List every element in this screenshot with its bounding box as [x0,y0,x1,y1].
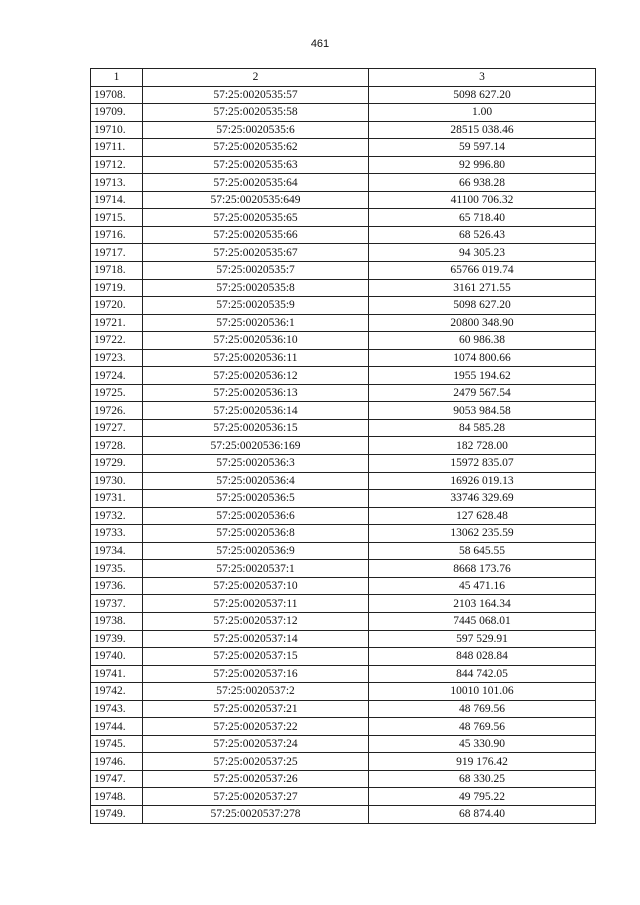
row-number-cell: 19727. [91,419,143,437]
row-number-cell: 19734. [91,542,143,560]
table-body [91,86,596,823]
row-number-cell: 19744. [91,718,143,736]
cadastral-value-cell: 5098 627.20 [369,86,596,104]
row-number-cell: 19712. [91,156,143,174]
cadastral-value-cell: 919 176.42 [369,753,596,771]
column-header-2: 2 [143,69,369,87]
cadastral-number-cell: 57:25:0020537:27 [143,788,369,806]
row-number-cell: 19715. [91,209,143,227]
cadastral-value-cell: 48 769.56 [369,700,596,718]
cadastral-value-cell: 5098 627.20 [369,297,596,315]
table-row [91,788,596,806]
table-row [91,612,596,630]
cadastral-value-cell: 844 742.05 [369,665,596,683]
table-row [91,770,596,788]
table-row [91,648,596,666]
table-row [91,525,596,543]
cadastral-number-cell: 57:25:0020536:11 [143,349,369,367]
cadastral-value-cell: 7445 068.01 [369,612,596,630]
cadastral-value-cell: 94 305.23 [369,244,596,262]
cadastral-number-cell: 57:25:0020535:64 [143,174,369,192]
cadastral-value-cell: 59 597.14 [369,139,596,157]
cadastral-number-cell: 57:25:0020537:26 [143,770,369,788]
row-number-cell: 19719. [91,279,143,297]
column-header-3: 3 [369,69,596,87]
row-number-cell: 19747. [91,770,143,788]
table-row [91,104,596,122]
table-row [91,174,596,192]
row-number-cell: 19725. [91,384,143,402]
cadastral-number-cell: 57:25:0020536:1 [143,314,369,332]
cadastral-value-cell: 49 795.22 [369,788,596,806]
cadastral-value-table [90,68,596,824]
row-number-cell: 19738. [91,612,143,630]
row-number-cell: 19741. [91,665,143,683]
cadastral-value-cell: 9053 984.58 [369,402,596,420]
row-number-cell: 19726. [91,402,143,420]
table-header-row [91,69,596,87]
cadastral-number-cell: 57:25:0020537:12 [143,612,369,630]
cadastral-number-cell: 57:25:0020537:16 [143,665,369,683]
table-row [91,700,596,718]
row-number-cell: 19733. [91,525,143,543]
table-row [91,332,596,350]
row-number-cell: 19731. [91,490,143,508]
table-row [91,665,596,683]
cadastral-number-cell: 57:25:0020535:62 [143,139,369,157]
table-row [91,735,596,753]
cadastral-number-cell: 57:25:0020536:8 [143,525,369,543]
table-row [91,402,596,420]
table-row [91,455,596,473]
cadastral-value-cell: 60 986.38 [369,332,596,350]
table-row [91,262,596,280]
cadastral-number-cell: 57:25:0020536:4 [143,472,369,490]
cadastral-number-cell: 57:25:0020536:14 [143,402,369,420]
row-number-cell: 19749. [91,805,143,823]
table-row [91,226,596,244]
cadastral-number-cell: 57:25:0020535:58 [143,104,369,122]
cadastral-number-cell: 57:25:0020536:9 [143,542,369,560]
cadastral-number-cell: 57:25:0020535:649 [143,191,369,209]
table-row [91,437,596,455]
table-row [91,191,596,209]
cadastral-value-cell: 58 645.55 [369,542,596,560]
table-row [91,121,596,139]
cadastral-number-cell: 57:25:0020537:10 [143,577,369,595]
table-row [91,753,596,771]
row-number-cell: 19710. [91,121,143,139]
cadastral-value-cell: 33746 329.69 [369,490,596,508]
cadastral-number-cell: 57:25:0020537:15 [143,648,369,666]
table-row [91,507,596,525]
cadastral-value-cell: 45 471.16 [369,577,596,595]
cadastral-number-cell: 57:25:0020536:169 [143,437,369,455]
table-row [91,384,596,402]
cadastral-value-cell: 16926 019.13 [369,472,596,490]
row-number-cell: 19714. [91,191,143,209]
row-number-cell: 19723. [91,349,143,367]
cadastral-value-cell: 848 028.84 [369,648,596,666]
table-row [91,419,596,437]
cadastral-value-cell: 48 769.56 [369,718,596,736]
cadastral-value-cell: 597 529.91 [369,630,596,648]
row-number-cell: 19743. [91,700,143,718]
table-row [91,209,596,227]
cadastral-number-cell: 57:25:0020536:6 [143,507,369,525]
cadastral-value-cell: 1074 800.66 [369,349,596,367]
row-number-cell: 19742. [91,683,143,701]
row-number-cell: 19720. [91,297,143,315]
row-number-cell: 19716. [91,226,143,244]
row-number-cell: 19729. [91,455,143,473]
cadastral-number-cell: 57:25:0020537:25 [143,753,369,771]
cadastral-value-cell: 68 330.25 [369,770,596,788]
cadastral-value-cell: 20800 348.90 [369,314,596,332]
row-number-cell: 19713. [91,174,143,192]
row-number-cell: 19732. [91,507,143,525]
table-row [91,805,596,823]
table-row [91,472,596,490]
cadastral-value-cell: 13062 235.59 [369,525,596,543]
cadastral-number-cell: 57:25:0020535:8 [143,279,369,297]
cadastral-value-cell: 15972 835.07 [369,455,596,473]
row-number-cell: 19711. [91,139,143,157]
cadastral-number-cell: 57:25:0020536:5 [143,490,369,508]
row-number-cell: 19718. [91,262,143,280]
cadastral-value-cell: 92 996.80 [369,156,596,174]
table-row [91,542,596,560]
table-row [91,595,596,613]
row-number-cell: 19737. [91,595,143,613]
cadastral-number-cell: 57:25:0020537:2 [143,683,369,701]
cadastral-number-cell: 57:25:0020536:13 [143,384,369,402]
cadastral-number-cell: 57:25:0020537:14 [143,630,369,648]
table-row [91,683,596,701]
table-row [91,718,596,736]
cadastral-value-cell: 1955 194.62 [369,367,596,385]
cadastral-number-cell: 57:25:0020537:24 [143,735,369,753]
table-row [91,314,596,332]
cadastral-number-cell: 57:25:0020535:67 [143,244,369,262]
cadastral-value-cell: 45 330.90 [369,735,596,753]
table-row [91,630,596,648]
page-number: 461 [310,38,330,50]
cadastral-number-cell: 57:25:0020535:57 [143,86,369,104]
cadastral-number-cell: 57:25:0020535:65 [143,209,369,227]
cadastral-number-cell: 57:25:0020535:66 [143,226,369,244]
cadastral-value-cell: 2103 164.34 [369,595,596,613]
table-row [91,244,596,262]
row-number-cell: 19740. [91,648,143,666]
cadastral-value-cell: 41100 706.32 [369,191,596,209]
cadastral-number-cell: 57:25:0020537:22 [143,718,369,736]
cadastral-number-cell: 57:25:0020535:9 [143,297,369,315]
cadastral-number-cell: 57:25:0020535:7 [143,262,369,280]
cadastral-number-cell: 57:25:0020537:11 [143,595,369,613]
row-number-cell: 19739. [91,630,143,648]
cadastral-value-cell: 66 938.28 [369,174,596,192]
table-row [91,297,596,315]
cadastral-number-cell: 57:25:0020536:3 [143,455,369,473]
row-number-cell: 19724. [91,367,143,385]
row-number-cell: 19717. [91,244,143,262]
cadastral-number-cell: 57:25:0020535:6 [143,121,369,139]
table-row [91,560,596,578]
row-number-cell: 19748. [91,788,143,806]
table-row [91,490,596,508]
row-number-cell: 19746. [91,753,143,771]
cadastral-number-cell: 57:25:0020536:10 [143,332,369,350]
table-row [91,577,596,595]
table-row [91,156,596,174]
row-number-cell: 19709. [91,104,143,122]
cadastral-value-cell: 10010 101.06 [369,683,596,701]
row-number-cell: 19736. [91,577,143,595]
cadastral-number-cell: 57:25:0020536:12 [143,367,369,385]
cadastral-value-cell: 68 874.40 [369,805,596,823]
column-header-1: 1 [91,69,143,87]
cadastral-number-cell: 57:25:0020537:1 [143,560,369,578]
cadastral-number-cell: 57:25:0020536:15 [143,419,369,437]
cadastral-value-cell: 28515 038.46 [369,121,596,139]
table-row [91,139,596,157]
row-number-cell: 19722. [91,332,143,350]
table-row [91,279,596,297]
row-number-cell: 19708. [91,86,143,104]
cadastral-number-cell: 57:25:0020537:278 [143,805,369,823]
cadastral-value-cell: 182 728.00 [369,437,596,455]
cadastral-value-cell: 2479 567.54 [369,384,596,402]
cadastral-value-cell: 8668 173.76 [369,560,596,578]
cadastral-value-cell: 127 628.48 [369,507,596,525]
table-row [91,367,596,385]
cadastral-value-cell: 3161 271.55 [369,279,596,297]
table-row [91,86,596,104]
cadastral-value-cell: 84 585.28 [369,419,596,437]
row-number-cell: 19745. [91,735,143,753]
table-row [91,349,596,367]
cadastral-value-cell: 65 718.40 [369,209,596,227]
cadastral-value-cell: 65766 019.74 [369,262,596,280]
row-number-cell: 19721. [91,314,143,332]
row-number-cell: 19728. [91,437,143,455]
cadastral-value-cell: 1.00 [369,104,596,122]
cadastral-number-cell: 57:25:0020537:21 [143,700,369,718]
cadastral-number-cell: 57:25:0020535:63 [143,156,369,174]
cadastral-value-cell: 68 526.43 [369,226,596,244]
row-number-cell: 19730. [91,472,143,490]
row-number-cell: 19735. [91,560,143,578]
